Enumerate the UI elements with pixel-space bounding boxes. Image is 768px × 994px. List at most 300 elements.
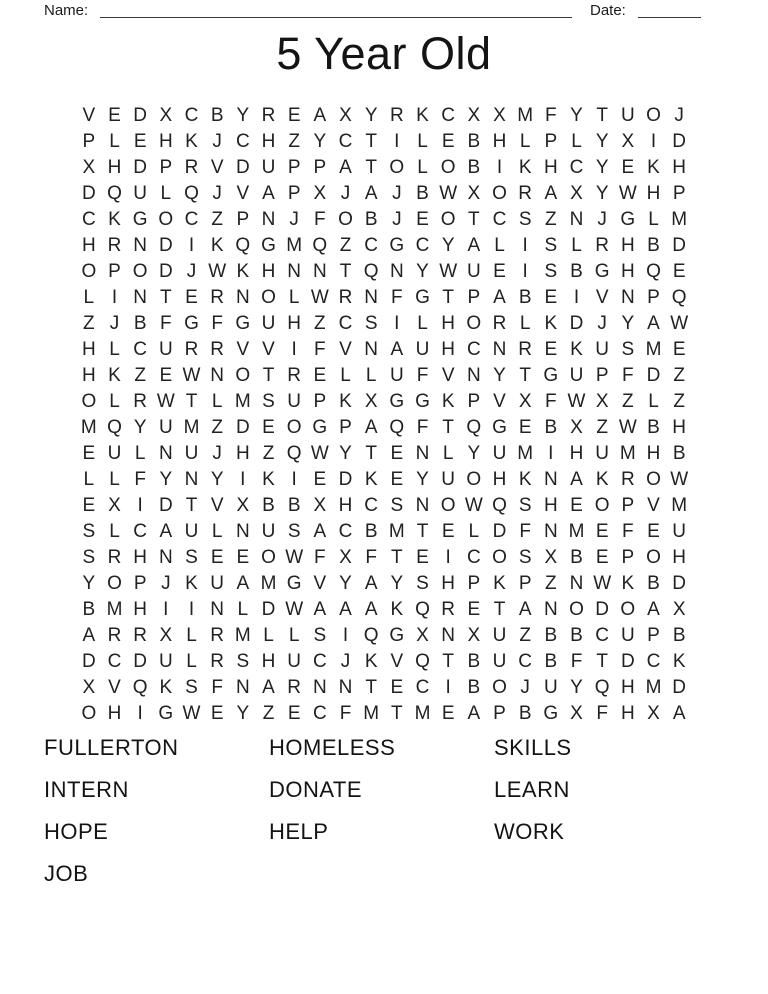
grid-letter: B: [416, 182, 429, 204]
grid-letter: R: [210, 624, 225, 646]
grid-letter: U: [287, 650, 302, 672]
grid-letter: L: [442, 442, 454, 464]
grid-letter: Z: [83, 312, 95, 334]
grid-letter: H: [107, 702, 122, 724]
grid-letter: T: [185, 390, 198, 412]
grid-letter: W: [618, 416, 637, 438]
grid-letter: O: [646, 104, 661, 126]
grid-letter: K: [185, 572, 198, 594]
grid-letter: J: [597, 208, 607, 230]
grid-letter: N: [569, 572, 584, 594]
grid-letter: N: [389, 260, 404, 282]
grid-letter: A: [570, 468, 583, 490]
grid-letter: H: [672, 546, 687, 568]
grid-letter: D: [158, 234, 173, 256]
grid-letter: C: [81, 208, 96, 230]
grid-letter: O: [235, 364, 251, 386]
grid-letter: M: [363, 702, 380, 724]
grid-letter: V: [390, 650, 404, 672]
grid-letter: R: [184, 338, 199, 360]
grid-letter: M: [517, 104, 534, 126]
grid-letter: W: [310, 286, 329, 308]
date-blank-line: [638, 2, 701, 18]
grid-letter: G: [543, 364, 559, 386]
grid-letter: T: [160, 286, 172, 308]
grid-letter: J: [340, 650, 351, 672]
grid-letter: O: [261, 546, 276, 568]
grid-letter: N: [210, 364, 225, 386]
grid-letter: Z: [519, 624, 531, 646]
grid-letter: P: [493, 702, 506, 724]
grid-letter: K: [236, 260, 250, 282]
grid-letter: G: [184, 312, 199, 334]
grid-letter: U: [492, 442, 507, 464]
grid-letter: Y: [570, 104, 583, 126]
grid-letter: E: [621, 156, 635, 178]
grid-letter: S: [313, 624, 327, 646]
grid-letter: M: [619, 442, 636, 464]
grid-letter: V: [210, 156, 224, 178]
grid-letter: P: [595, 364, 609, 386]
grid-letter: Y: [570, 676, 583, 698]
grid-letter: T: [468, 208, 480, 230]
grid-letter: L: [134, 442, 146, 464]
grid-letter: B: [544, 416, 558, 438]
grid-letter: E: [236, 546, 250, 568]
grid-letter: G: [492, 416, 507, 438]
grid-letter: J: [212, 442, 222, 464]
grid-letter: P: [339, 416, 352, 438]
grid-letter: Z: [288, 130, 300, 152]
grid-letter: N: [312, 260, 327, 282]
grid-letter: D: [595, 598, 610, 620]
grid-letter: Q: [363, 624, 379, 646]
grid-letter: W: [670, 312, 689, 334]
grid-letter: N: [620, 286, 635, 308]
grid-letter: K: [390, 598, 404, 620]
grid-letter: L: [417, 312, 428, 334]
grid-letter: L: [211, 390, 223, 412]
grid-letter: N: [133, 286, 148, 308]
grid-letter: G: [312, 416, 328, 438]
grid-letter: Q: [363, 260, 379, 282]
grid-letter: E: [287, 702, 301, 724]
grid-letter: L: [417, 156, 428, 178]
grid-letter: U: [492, 624, 507, 646]
grid-letter: X: [595, 390, 609, 412]
grid-letter: B: [570, 260, 583, 282]
grid-letter: J: [212, 130, 222, 152]
grid-letter: X: [313, 182, 327, 204]
grid-letter: N: [235, 520, 250, 542]
grid-letter: B: [364, 208, 378, 230]
grid-letter: N: [364, 286, 379, 308]
word-item: FULLERTON: [44, 735, 179, 760]
grid-letter: I: [445, 546, 451, 568]
grid-letter: X: [621, 130, 635, 152]
grid-letter: U: [441, 468, 456, 490]
grid-letter: K: [493, 572, 506, 594]
grid-letter: A: [364, 416, 378, 438]
grid-letter: Q: [646, 260, 661, 282]
grid-letter: C: [466, 338, 481, 360]
grid-letter: O: [286, 416, 302, 438]
grid-letter: E: [390, 676, 404, 698]
grid-letter: W: [464, 494, 483, 516]
grid-letter: Z: [134, 364, 146, 386]
grid-letter: H: [441, 338, 456, 360]
word-item: HOMELESS: [269, 735, 396, 760]
grid-letter: O: [594, 494, 610, 516]
grid-letter: J: [597, 312, 607, 334]
grid-letter: I: [548, 442, 554, 464]
grid-letter: M: [260, 572, 277, 594]
grid-letter: U: [133, 182, 148, 204]
grid-letter: E: [390, 442, 404, 464]
grid-letter: L: [109, 130, 120, 152]
grid-letter: N: [235, 676, 250, 698]
grid-letter: I: [445, 676, 451, 698]
grid-letter: F: [314, 338, 326, 360]
grid-letter: P: [82, 130, 96, 152]
grid-letter: W: [439, 182, 458, 204]
grid-letter: D: [646, 364, 661, 386]
grid-letter: O: [569, 598, 584, 620]
grid-letter: U: [595, 338, 610, 360]
grid-letter: S: [518, 208, 532, 230]
grid-letter: B: [647, 234, 660, 256]
grid-letter: Y: [159, 468, 173, 490]
grid-letter: X: [82, 676, 96, 698]
grid-letter: H: [107, 156, 122, 178]
grid-letter: I: [291, 338, 297, 360]
grid-letter: U: [261, 520, 276, 542]
grid-letter: Y: [236, 104, 250, 126]
grid-letter: X: [364, 390, 378, 412]
grid-letter: U: [595, 442, 610, 464]
grid-letter: I: [522, 234, 528, 256]
grid-letter: W: [618, 182, 637, 204]
grid-letter: E: [544, 338, 558, 360]
grid-letter: V: [441, 364, 455, 386]
grid-letter: W: [285, 546, 304, 568]
grid-letter: N: [338, 676, 353, 698]
grid-letter: T: [185, 494, 198, 516]
grid-letter: L: [186, 650, 197, 672]
grid-letter: A: [159, 520, 173, 542]
grid-letter: V: [236, 182, 250, 204]
grid-letter: Y: [621, 312, 635, 334]
grid-letter: L: [468, 520, 480, 542]
grid-letter: C: [235, 130, 250, 152]
grid-letter: F: [134, 468, 146, 490]
grid-letter: W: [439, 260, 458, 282]
grid-letter: M: [80, 416, 97, 438]
grid-letter: V: [236, 338, 250, 360]
grid-letter: F: [314, 208, 326, 230]
grid-letter: X: [313, 494, 327, 516]
grid-letter: X: [493, 104, 506, 126]
grid-letter: N: [210, 598, 225, 620]
grid-letter: M: [671, 208, 688, 230]
grid-letter: R: [595, 234, 610, 256]
grid-letter: K: [210, 234, 224, 256]
grid-letter: T: [493, 598, 506, 620]
word-list-column: [44, 727, 269, 895]
grid-letter: N: [569, 208, 584, 230]
grid-letter: O: [440, 156, 456, 178]
word-list-column: [269, 727, 494, 895]
grid-letter: H: [158, 130, 173, 152]
grid-letter: R: [441, 598, 456, 620]
grid-letter: T: [442, 650, 454, 672]
grid-letter: E: [518, 416, 532, 438]
grid-letter: C: [184, 104, 199, 126]
grid-letter: R: [338, 286, 353, 308]
word-item: HOPE: [44, 819, 109, 844]
grid-letter: D: [672, 676, 687, 698]
grid-letter: H: [620, 676, 635, 698]
grid-letter: I: [394, 312, 400, 334]
grid-letter: O: [646, 468, 661, 490]
grid-letter: V: [339, 338, 352, 360]
grid-letter: Y: [493, 364, 506, 386]
grid-letter: E: [647, 520, 660, 542]
grid-letter: W: [182, 364, 201, 386]
word-list-column: [494, 727, 719, 895]
grid-letter: V: [108, 676, 121, 698]
grid-letter: A: [262, 676, 275, 698]
grid-letter: I: [111, 286, 118, 308]
grid-letter: U: [492, 650, 507, 672]
grid-letter: K: [185, 130, 198, 152]
grid-letter: Y: [595, 130, 609, 152]
grid-letter: S: [544, 260, 558, 282]
grid-letter: X: [236, 494, 250, 516]
grid-letter: U: [543, 676, 558, 698]
grid-letter: D: [133, 104, 148, 126]
grid-letter: A: [236, 572, 250, 594]
grid-letter: H: [672, 156, 687, 178]
grid-letter: D: [81, 182, 96, 204]
grid-letter: D: [672, 572, 687, 594]
grid-letter: B: [544, 650, 558, 672]
grid-letter: H: [287, 312, 302, 334]
word-item: WORK: [494, 819, 565, 844]
grid-letter: B: [518, 286, 532, 308]
grid-letter: E: [441, 520, 455, 542]
date-label: Date:: [590, 2, 626, 19]
grid-letter: F: [211, 312, 223, 334]
grid-letter: P: [544, 130, 558, 152]
grid-letter: E: [210, 702, 224, 724]
grid-letter: J: [186, 260, 197, 282]
grid-letter: Q: [235, 234, 251, 256]
grid-letter: F: [570, 650, 583, 672]
grid-letter: E: [416, 546, 429, 568]
grid-letter: D: [235, 156, 250, 178]
grid-letter: Z: [262, 442, 275, 464]
grid-letter: P: [647, 286, 660, 308]
grid-letter: D: [133, 156, 148, 178]
grid-letter: W: [208, 260, 227, 282]
grid-letter: H: [441, 312, 456, 334]
grid-letter: A: [672, 702, 686, 724]
grid-letter: H: [81, 234, 96, 256]
grid-letter: S: [544, 234, 558, 256]
grid-letter: H: [646, 442, 661, 464]
grid-letter: P: [159, 156, 173, 178]
grid-letter: K: [108, 364, 121, 386]
grid-letter: H: [261, 130, 276, 152]
grid-letter: O: [492, 182, 507, 204]
grid-letter: I: [137, 494, 143, 516]
grid-letter: P: [287, 156, 301, 178]
grid-letter: H: [569, 442, 584, 464]
grid-letter: G: [594, 260, 610, 282]
grid-letter: R: [389, 104, 404, 126]
grid-letter: R: [107, 234, 122, 256]
grid-letter: R: [492, 312, 507, 334]
grid-letter: O: [440, 494, 456, 516]
grid-letter: D: [338, 468, 353, 490]
grid-letter: N: [158, 442, 173, 464]
grid-letter: O: [261, 286, 276, 308]
grid-letter: Z: [545, 208, 557, 230]
grid-letter: S: [262, 390, 275, 412]
grid-letter: S: [82, 546, 96, 568]
grid-letter: K: [518, 156, 532, 178]
grid-letter: H: [133, 598, 148, 620]
grid-letter: Y: [236, 702, 250, 724]
grid-letter: F: [416, 364, 429, 386]
grid-letter: S: [236, 650, 250, 672]
grid-letter: H: [338, 494, 353, 516]
grid-letter: E: [108, 104, 121, 126]
grid-letter: N: [312, 676, 327, 698]
grid-letter: C: [338, 520, 353, 542]
grid-letter: F: [365, 546, 377, 568]
grid-letter: Q: [389, 416, 405, 438]
grid-letter: H: [235, 442, 250, 464]
grid-letter: D: [133, 650, 148, 672]
grid-letter: N: [261, 208, 276, 230]
grid-letter: I: [188, 234, 195, 256]
grid-letter: X: [672, 598, 686, 620]
grid-letter: X: [339, 546, 352, 568]
grid-letter: U: [466, 260, 481, 282]
grid-letter: H: [620, 702, 635, 724]
grid-letter: P: [467, 572, 481, 594]
grid-letter: V: [313, 572, 327, 594]
grid-letter: I: [394, 130, 400, 152]
grid-letter: R: [287, 676, 302, 698]
grid-letter: Q: [671, 286, 687, 308]
grid-letter: X: [467, 624, 481, 646]
grid-letter: K: [518, 468, 532, 490]
grid-letter: V: [595, 286, 609, 308]
grid-letter: J: [392, 208, 402, 230]
grid-letter: V: [262, 338, 275, 360]
grid-letter: I: [163, 598, 169, 620]
grid-letter: F: [339, 702, 352, 724]
grid-letter: E: [390, 468, 404, 490]
grid-letter: N: [466, 364, 481, 386]
grid-letter: S: [185, 676, 198, 698]
grid-letter: E: [441, 702, 455, 724]
grid-letter: V: [210, 494, 224, 516]
grid-letter: H: [543, 494, 558, 516]
grid-letter: E: [82, 442, 96, 464]
grid-letter: B: [544, 624, 558, 646]
grid-letter: E: [262, 416, 275, 438]
grid-letter: W: [567, 390, 586, 412]
grid-letter: H: [441, 572, 456, 594]
grid-letter: C: [364, 234, 379, 256]
grid-letter: O: [466, 312, 482, 334]
grid-letter: Y: [595, 156, 609, 178]
grid-letter: K: [262, 468, 275, 490]
grid-letter: G: [415, 390, 430, 412]
grid-letter: K: [441, 390, 455, 412]
grid-letter: K: [570, 338, 583, 360]
grid-letter: Q: [286, 442, 302, 464]
grid-letter: Q: [415, 598, 430, 620]
grid-letter: G: [415, 286, 430, 308]
grid-letter: R: [184, 156, 199, 178]
grid-letter: L: [288, 286, 300, 308]
grid-letter: U: [261, 312, 276, 334]
grid-letter: L: [186, 624, 197, 646]
grid-letter: R: [133, 390, 148, 412]
grid-letter: R: [261, 104, 276, 126]
grid-letter: A: [82, 624, 96, 646]
grid-letter: L: [109, 520, 120, 542]
grid-letter: L: [365, 364, 377, 386]
grid-letter: Y: [82, 572, 96, 594]
grid-letter: M: [183, 416, 200, 438]
grid-letter: A: [313, 104, 327, 126]
letter-grid: [76, 102, 692, 726]
grid-letter: I: [496, 156, 503, 178]
grid-letter: H: [672, 416, 687, 438]
grid-letter: C: [569, 156, 584, 178]
grid-letter: T: [391, 546, 403, 568]
grid-letter: V: [647, 494, 660, 516]
grid-letter: A: [390, 338, 404, 360]
grid-letter: X: [570, 416, 583, 438]
grid-letter: P: [672, 182, 686, 204]
grid-letter: C: [338, 130, 353, 152]
grid-letter: N: [441, 624, 456, 646]
grid-letter: P: [518, 572, 532, 594]
grid-letter: Z: [545, 572, 557, 594]
grid-letter: W: [310, 442, 329, 464]
grid-letter: L: [211, 520, 223, 542]
grid-letter: F: [314, 546, 326, 568]
grid-letter: X: [647, 702, 660, 724]
grid-letter: B: [262, 494, 275, 516]
grid-letter: E: [441, 130, 455, 152]
grid-letter: Q: [107, 182, 122, 204]
grid-letter: P: [236, 208, 250, 230]
grid-letter: L: [109, 390, 120, 412]
grid-letter: C: [338, 312, 353, 334]
grid-letter: A: [339, 598, 352, 620]
grid-letter: K: [647, 156, 660, 178]
grid-letter: T: [519, 364, 531, 386]
grid-letter: N: [235, 286, 250, 308]
